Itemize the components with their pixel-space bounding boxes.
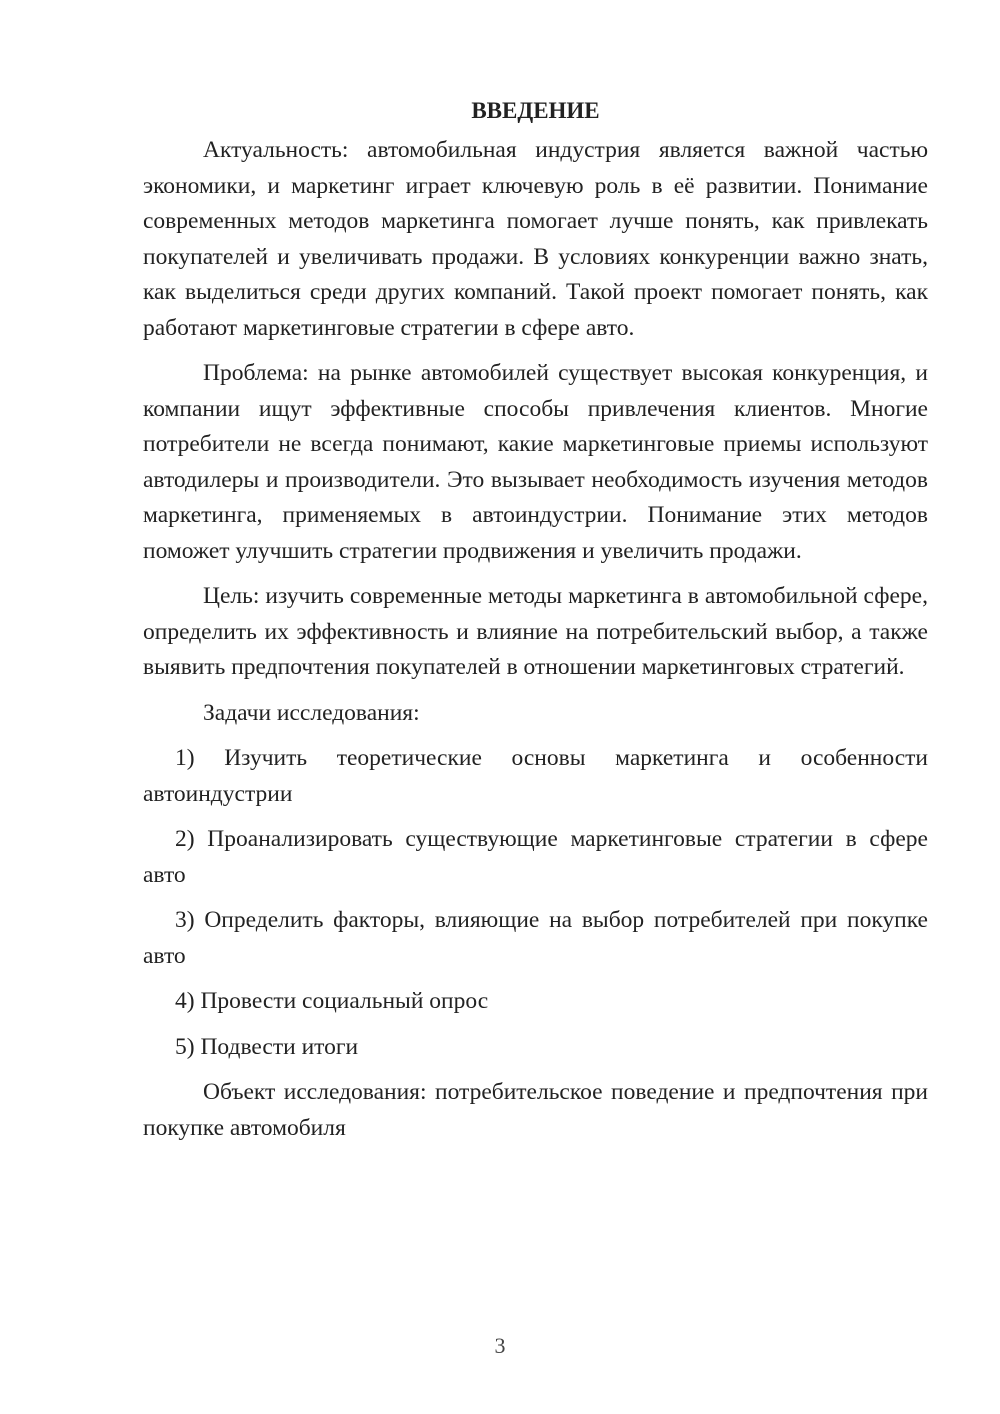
task-item-4: 4) Провести социальный опрос (175, 988, 489, 1014)
task-item-3: 3) Определить факторы, влияющие на выбор потребителей при покупке авто (143, 907, 928, 969)
relevance-paragraph: Актуальность: автомобильная индустрия является важной частью экономики, и маркетинг играет ключевую роль в её развитии. Понимание современных методов маркетинга помогает лучше понять, как привлекать покупателей и увеличивать продажи. В условиях конкуренции важно знать, как выделиться среди других компаний. Такой проект помогает понять, как работают маркетинговые стратегии в сфере авто. (143, 137, 928, 341)
page-content (143, 95, 928, 1156)
task-item-1: 1) Изучить теоретические основы маркетинга и особенности автоиндустрии (143, 745, 928, 807)
page-title: ВВЕДЕНИЕ (471, 98, 600, 123)
problem-paragraph: Проблема: на рынке автомобилей существует высокая конкуренция, и компании ищут эффективные способы привлечения клиентов. Многие потребители не всегда понимают, какие маркетинговые приемы используют автодилеры и производители. Это вызывает необходимость изучения методов маркетинга, применяемых в автоиндустрии. Понимание этих методов поможет улучшить стратегии продвижения и увеличить продажи. (143, 360, 928, 564)
task-item-5: 5) Подвести итоги (175, 1033, 359, 1060)
task-item-2: 2) Проанализировать существующие маркетинговые стратегии в сфере авто (143, 826, 928, 888)
tasks-heading: Задачи исследования: (203, 699, 420, 726)
object-paragraph: Объект исследования: потребительское поведение и предпочтения при покупке автомобиля (143, 1079, 928, 1141)
goal-paragraph: Цель: изучить современные методы маркетинга в автомобильной сфере, определить их эффективность и влияние на потребительский выбор, а также выявить предпочтения покупателей в отношении маркетинговых стратегий. (143, 583, 928, 680)
page-number: 3 (494, 1333, 506, 1358)
